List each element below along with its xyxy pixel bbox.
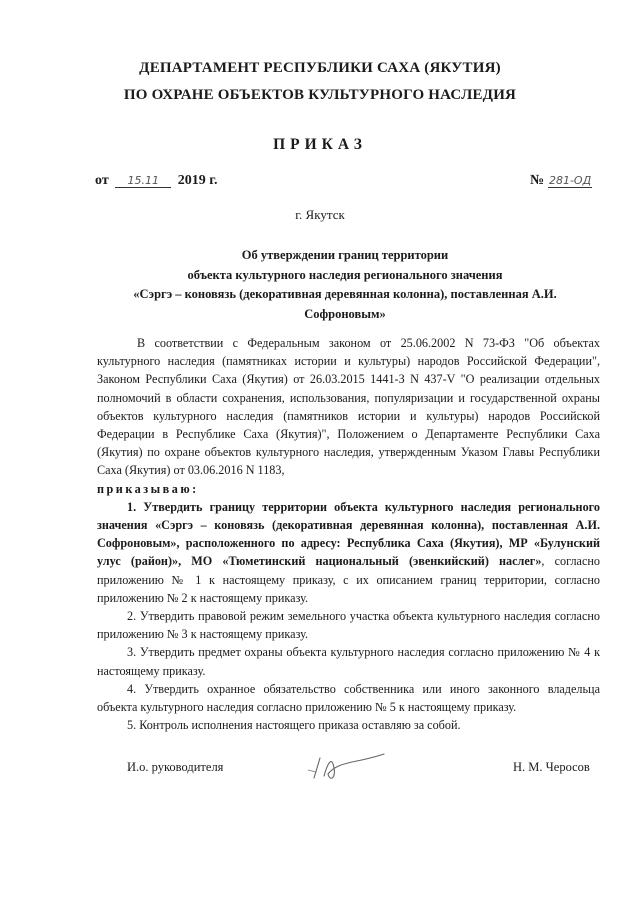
subject-line4: Софроновым» bbox=[304, 306, 386, 321]
city: г. Якутск bbox=[295, 207, 345, 222]
decree-word: приказываю: bbox=[97, 481, 199, 496]
order-subject bbox=[110, 246, 580, 324]
date-prefix: от bbox=[95, 173, 109, 188]
preamble: В соответствии с Федеральным законом от 25.06.2002 N 73-ФЗ "Об объектах культурного наследия (памятниках истории и культуры) народов Российской Федерации", Законом Республики Саха (Якутия) от 26.03.2015 1441-З N 437-V "О реализации отдельных полномочий в области сохранения, использования, популяризации и государственной охраны объектов культурного наследия (памятников истории и культуры) народов Российской Федерации в Республике Саха (Якутия)", Положением о Департаменте Республики Саха (Якутия) по охране объектов культурного наследия, утвержденным Указом Главы Республики Саха (Якутия) от 03.06.2016 N 1183, bbox=[97, 336, 600, 478]
date-year: 2019 г. bbox=[177, 173, 218, 188]
department-title-line2: ПО ОХРАНЕ ОБЪЕКТОВ КУЛЬТУРНОГО НАСЛЕДИЯ bbox=[123, 87, 517, 103]
order-number bbox=[530, 173, 592, 189]
order-title: ПРИКАЗ bbox=[273, 136, 367, 153]
item-3: 3. Утвердить предмет охраны объекта культурного наследия согласно приложению № 4 к настоящему приказу. bbox=[97, 645, 600, 678]
number-sign: № bbox=[530, 173, 545, 188]
item-1 bbox=[97, 498, 600, 607]
signatory-position: И.о. руководителя bbox=[127, 760, 224, 774]
order-date bbox=[95, 173, 217, 189]
subject-line3: «Сэргэ – коновязь (декоративная деревянная колонна), поставленная А.И. bbox=[133, 287, 557, 301]
handwritten-signature bbox=[300, 748, 390, 784]
department-title-line1: ДЕПАРТАМЕНТ РЕСПУБЛИКИ САХА (ЯКУТИЯ) bbox=[139, 60, 501, 76]
date-handwritten: 15.11 bbox=[115, 174, 171, 188]
order-body bbox=[97, 334, 600, 734]
signatory-name: Н. М. Черосов bbox=[513, 760, 590, 774]
item-4: 4. Утвердить охранное обязательство собственника или иного законного владельца объекта культурного наследия согласно приложению № 5 к настоящему приказу. bbox=[97, 681, 600, 715]
subject-line2: объекта культурного наследия регионального значения bbox=[187, 267, 503, 282]
item-1-rest: , согласно приложению № 1 к настоящему приказу, с их описанием границ территории, согласно приложению № 2 к настоящему приказу. bbox=[97, 554, 600, 605]
subject-line1: Об утверждении границ территории bbox=[241, 248, 449, 262]
number-handwritten: 281-ОД bbox=[548, 174, 592, 187]
item-1-bold: 1. Утвердить границу территории объекта культурного наследия регионального значения «Сэргэ – коновязь (декоративная деревянная колонна), поставленная А.И. Софроновым», расположенного по адресу: Республика Саха (Якутия), МР «Булунский улус (район)», МО «Тюметинский национальный (эвенкийский) наслег» bbox=[97, 499, 600, 569]
item-5: 5. Контроль исполнения настоящего приказа оставляю за собой. bbox=[127, 718, 461, 733]
item-2: 2. Утвердить правовой режим земельного участка объекта культурного наследия согласно приложению № 3 к настоящему приказу. bbox=[97, 609, 600, 642]
